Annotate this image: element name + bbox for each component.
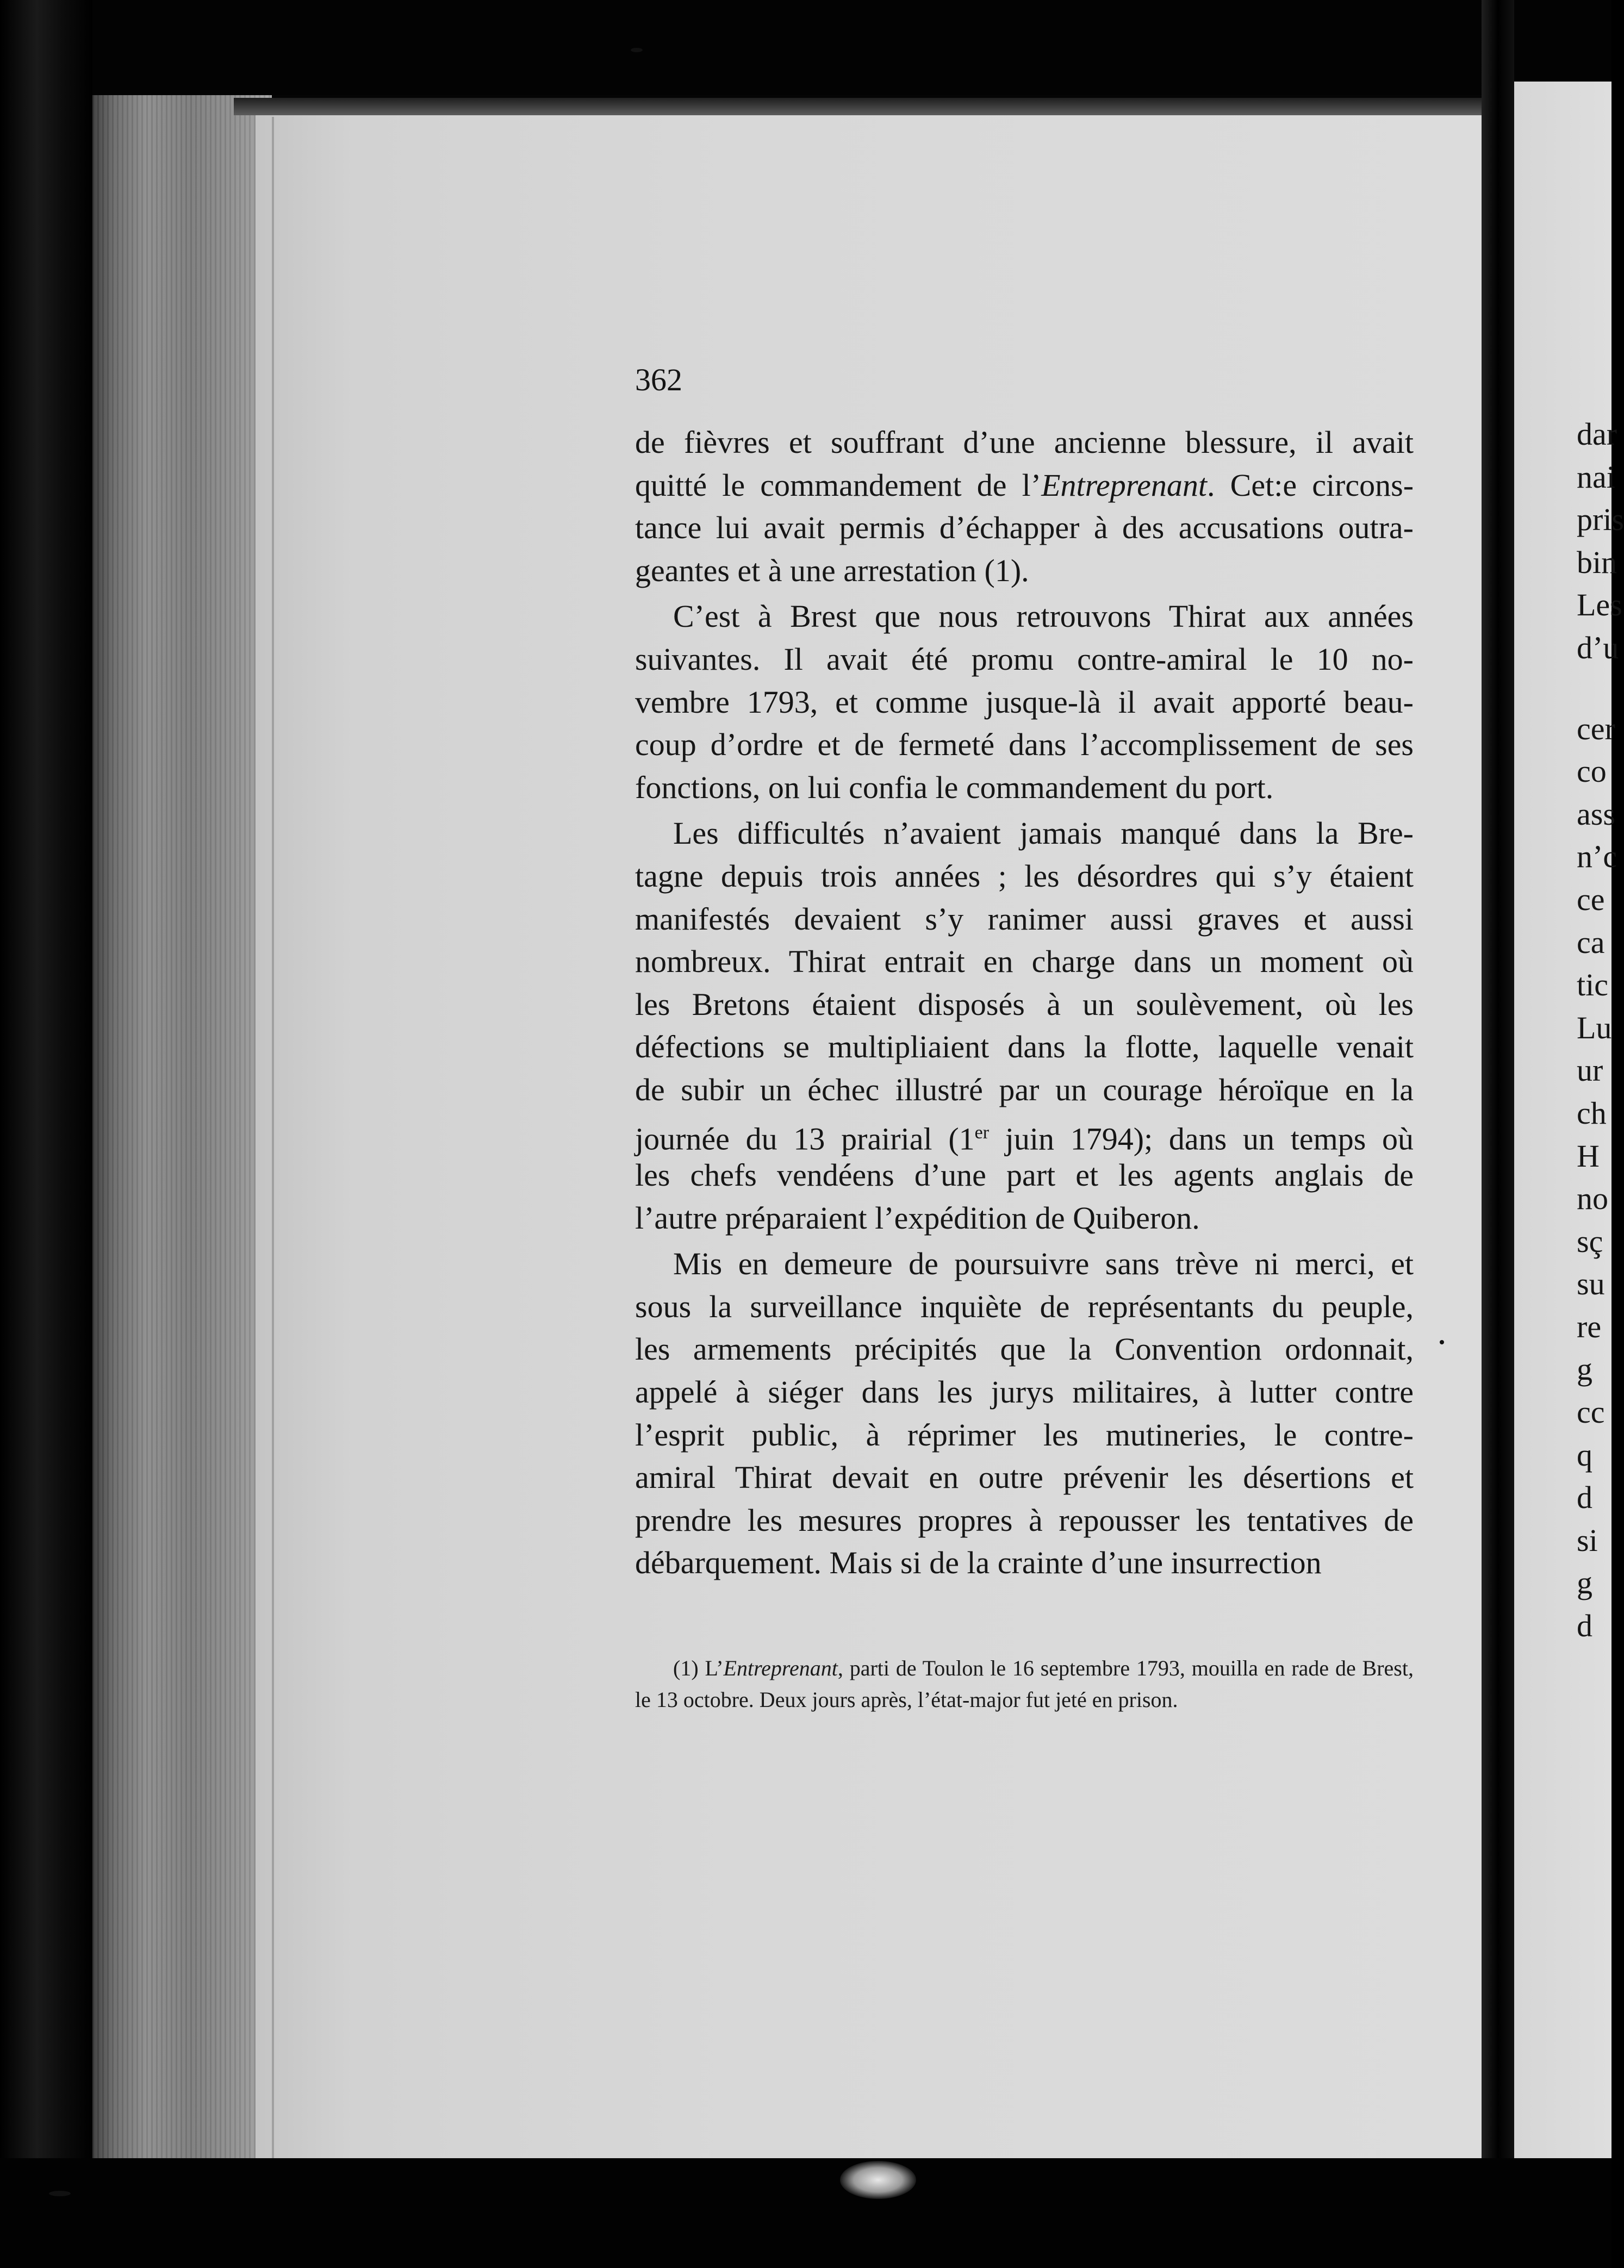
text-line: quitté le commandement de l’Entreprenant. Cet:e circons-	[635, 467, 1414, 503]
text-line: débarquement. Mais si de la crainte d’une insurrection	[635, 1545, 1322, 1581]
right-fragment: ca	[1577, 924, 1605, 960]
text-line: de subir un échec illustré par un courage héroïque en la	[635, 1071, 1414, 1107]
page-number: 362	[635, 362, 682, 397]
right-fragment: cc	[1577, 1394, 1605, 1430]
book-gutter	[1482, 0, 1514, 2268]
page-top-edge	[234, 98, 1550, 115]
page-edge-line	[272, 117, 274, 2158]
text-line: Mis en demeure de poursuivre sans trève ni merci, et	[673, 1246, 1414, 1282]
right-fragment: bin	[1577, 544, 1617, 580]
dust-speck	[1440, 1340, 1444, 1344]
right-fragment: n’c	[1577, 839, 1617, 875]
right-fragment: cer	[1577, 711, 1615, 746]
text-line: l’autre préparaient l’expédition de Quiberon.	[635, 1200, 1200, 1236]
right-fragment: pris	[1577, 502, 1624, 538]
light-glare	[840, 2161, 916, 2199]
paragraph	[635, 1243, 1414, 1585]
text-line: appelé à siéger dans les jurys militaires, à lutter contre	[635, 1374, 1414, 1410]
right-fragment: ce	[1577, 881, 1605, 917]
right-fragment: si	[1577, 1522, 1598, 1558]
text-line: défections se multipliaient dans la flotte, laquelle venait	[635, 1029, 1414, 1065]
right-fragment: co	[1577, 753, 1607, 789]
right-fragment: ass	[1577, 796, 1615, 832]
film-border-top	[92, 0, 1611, 95]
text-line: journée du 13 prairial (1er juin 1794); dans un temps où	[635, 1120, 1414, 1156]
film-border-bottom	[0, 2158, 1611, 2268]
text-line: les armements précipités que la Convention ordonnait,	[635, 1331, 1414, 1367]
right-fragment: su	[1577, 1266, 1605, 1302]
right-fragment: nai	[1577, 459, 1615, 495]
right-fragment: H	[1577, 1138, 1600, 1174]
page-stack-edge	[92, 95, 272, 2158]
text-line: nombreux. Thirat entrait en charge dans un moment où	[635, 944, 1414, 980]
text-line: de fièvres et souffrant d’une ancienne blessure, il avait	[635, 425, 1414, 460]
text-line: tance lui avait permis d’échapper à des accusations outra-	[635, 510, 1414, 546]
paragraph	[635, 421, 1414, 592]
text-line: l’esprit public, à réprimer les mutineries, le contre-	[635, 1417, 1414, 1453]
dust-speck	[631, 48, 643, 52]
right-fragment: Lu	[1577, 1010, 1612, 1045]
text-line: manifestés devaient s’y ranimer aussi graves et aussi	[635, 901, 1414, 937]
text-line: fonctions, on lui confia le commandement du port.	[635, 769, 1274, 805]
text-line: prendre les mesures propres à repousser les tentatives de	[635, 1502, 1414, 1538]
text-line: suivantes. Il avait été promu contre-amiral le 10 no-	[635, 641, 1414, 677]
film-border-left	[0, 0, 92, 2268]
text-line: C’est à Brest que nous retrouvons Thirat aux années	[673, 599, 1414, 634]
right-fragment: Les	[1577, 587, 1622, 623]
paragraph	[635, 812, 1414, 1239]
text-line: amiral Thirat devait en outre prévenir les désertions et	[635, 1460, 1414, 1496]
dust-speck	[49, 2191, 71, 2196]
right-fragment: ur	[1577, 1052, 1603, 1088]
text-line: les Bretons étaient disposés à un soulèvement, où les	[635, 986, 1414, 1022]
text-line: geantes et à une arrestation (1).	[635, 552, 1029, 588]
right-fragment: g	[1577, 1351, 1592, 1387]
right-fragment: g	[1577, 1565, 1592, 1601]
right-fragment: sç	[1577, 1223, 1603, 1259]
right-fragment: tic	[1577, 967, 1608, 1003]
right-fragment: no	[1577, 1181, 1608, 1217]
right-fragment-gap	[1577, 670, 1624, 708]
right-page-text-fragments	[1577, 413, 1624, 1648]
text-line: les chefs vendéens d’une part et les agents anglais de	[635, 1157, 1414, 1193]
right-fragment: re	[1577, 1309, 1602, 1344]
footnote	[635, 1653, 1414, 1716]
footnote-text: (1) L’Entreprenant, parti de Toulon le 16 septembre 1793, mouilla en rade de Brest, le 13 octobre. Deux jours après, l’état-major fut jeté en prison.	[635, 1656, 1414, 1712]
right-fragment: d’u	[1577, 630, 1619, 665]
body-text	[635, 421, 1414, 1585]
text-line: tagne depuis trois années ; les désordres qui s’y étaient	[635, 858, 1414, 894]
right-fragment: d	[1577, 1608, 1592, 1644]
right-fragment: dar	[1577, 416, 1617, 452]
right-fragment: d	[1577, 1480, 1592, 1516]
text-line: Les difficultés n’avaient jamais manqué dans la Bre-	[673, 815, 1414, 851]
paragraph	[635, 595, 1414, 809]
text-line: vembre 1793, et comme jusque-là il avait apporté beau-	[635, 684, 1414, 720]
right-fragment: q	[1577, 1437, 1592, 1473]
right-fragment: ch	[1577, 1095, 1607, 1131]
text-line: coup d’ordre et de fermeté dans l’accomplissement de ses	[635, 727, 1414, 763]
text-line: sous la surveillance inquiète de représentants du peuple,	[635, 1288, 1414, 1324]
